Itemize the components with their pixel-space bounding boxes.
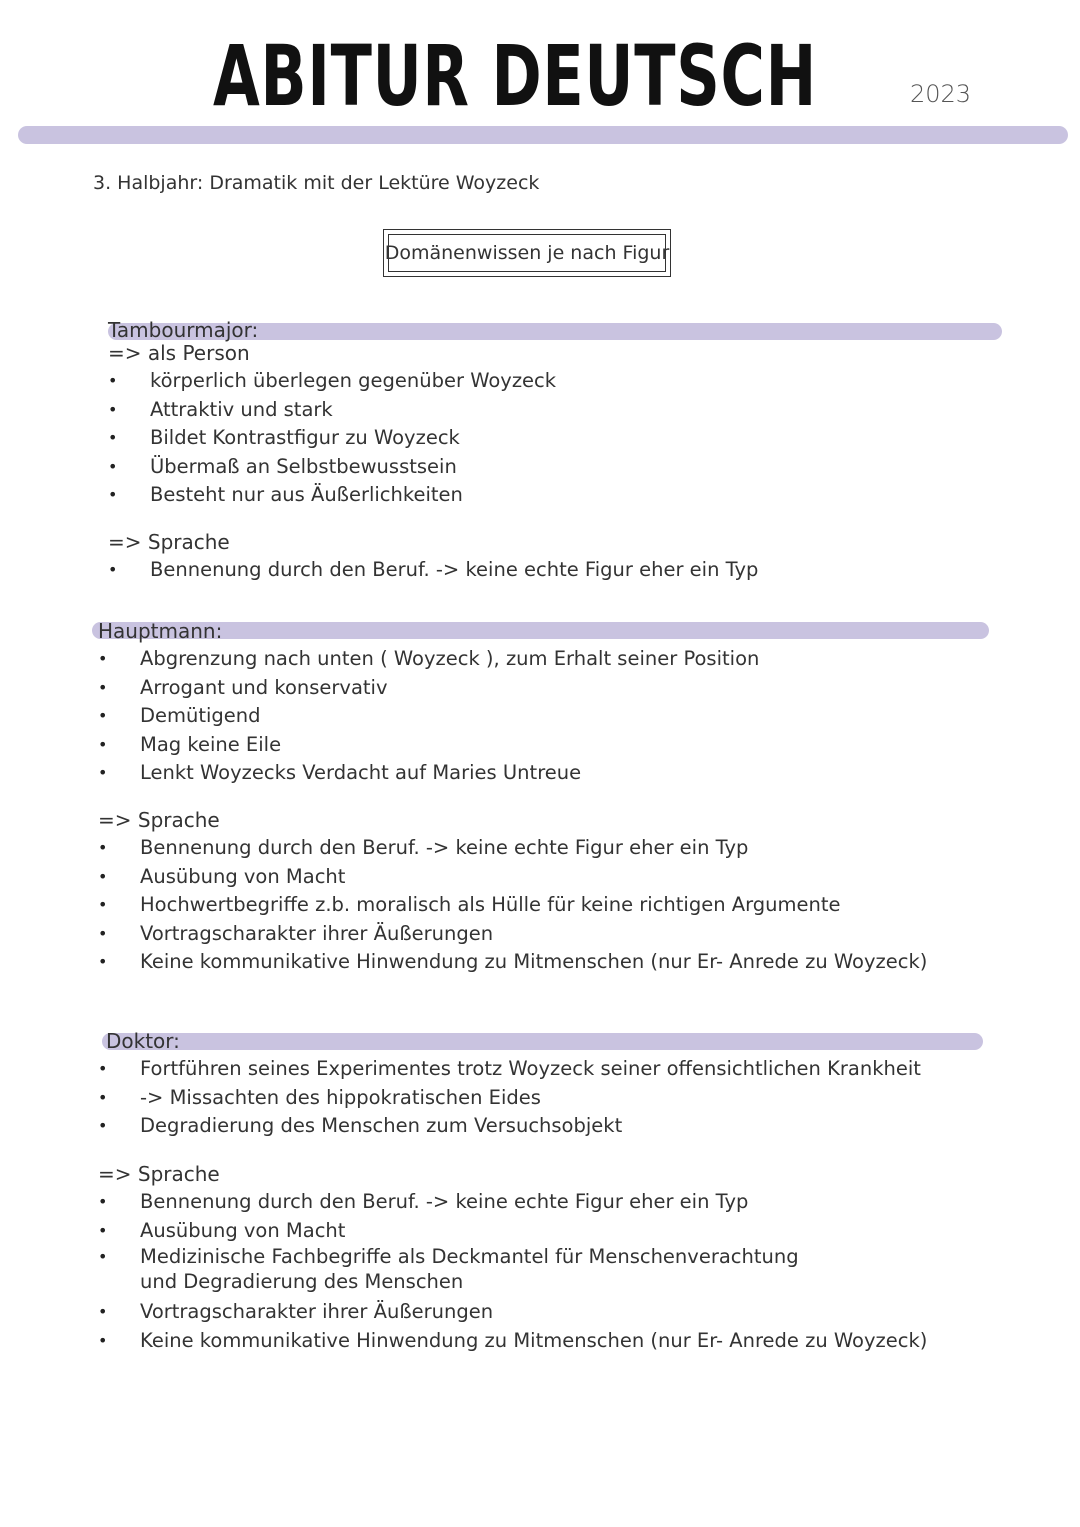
language-label: => Sprache bbox=[98, 1162, 220, 1186]
list-item: • -> Missachten des hippokratischen Eides bbox=[98, 1084, 921, 1113]
list-item: • körperlich überlegen gegenüber Woyzeck bbox=[108, 367, 556, 396]
list-item: • Bildet Kontrastfigur zu Woyzeck bbox=[108, 424, 556, 453]
list-item: • Degradierung des Menschen zum Versuchsobjekt bbox=[98, 1112, 921, 1141]
list-item: • Arrogant und konservativ bbox=[98, 674, 759, 703]
person-label: => als Person bbox=[108, 341, 250, 365]
list-item: • Keine kommunikative Hinwendung zu Mitmenschen (nur Er- Anrede zu Woyzeck) bbox=[98, 1327, 818, 1356]
person-list bbox=[108, 367, 556, 510]
language-list bbox=[108, 556, 758, 585]
list-item: • Attraktiv und stark bbox=[108, 396, 556, 425]
title-underline-bar bbox=[18, 126, 1068, 144]
topic-box bbox=[383, 229, 671, 277]
list-item: • Vortragscharakter ihrer Äußerungen bbox=[98, 1298, 818, 1327]
list-item: • Bennenung durch den Beruf. -> keine echte Figur eher ein Typ bbox=[98, 1188, 818, 1217]
section-heading: Doktor: bbox=[106, 1029, 180, 1053]
list-item: • Bennenung durch den Beruf. -> keine echte Figur eher ein Typ bbox=[108, 556, 758, 585]
heading-highlight-bar bbox=[102, 1033, 983, 1050]
language-list bbox=[98, 1188, 928, 1355]
trait-list bbox=[98, 645, 759, 788]
language-label: => Sprache bbox=[108, 530, 230, 554]
list-item: • Hochwertbegriffe z.b. moralisch als Hülle für keine richtigen Argumente bbox=[98, 891, 927, 920]
list-item: • Übermaß an Selbstbewusstsein bbox=[108, 453, 556, 482]
list-item: • Abgrenzung nach unten ( Woyzeck ), zum Erhalt seiner Position bbox=[98, 645, 759, 674]
trait-list bbox=[98, 1055, 921, 1141]
list-item: • Ausübung von Macht bbox=[98, 863, 927, 892]
list-item: • Ausübung von Macht bbox=[98, 1217, 818, 1246]
list-item: • Keine kommunikative Hinwendung zu Mitmenschen (nur Er- Anrede zu Woyzeck) bbox=[98, 948, 927, 977]
list-item: • Fortführen seines Experimentes trotz Woyzeck seiner offensichtlichen Krankheit bbox=[98, 1055, 921, 1084]
list-item: • Medizinische Fachbegriffe als Deckmantel für Menschenverachtung und Degradierung des Menschen bbox=[98, 1245, 818, 1298]
list-item: • Demütigend bbox=[98, 702, 759, 731]
language-list bbox=[98, 834, 927, 977]
section-heading: Tambourmajor: bbox=[108, 318, 259, 342]
list-item: • Lenkt Woyzecks Verdacht auf Maries Untreue bbox=[98, 759, 759, 788]
section-heading: Hauptmann: bbox=[98, 619, 223, 643]
list-item: • Vortragscharakter ihrer Äußerungen bbox=[98, 920, 927, 949]
list-item: • Mag keine Eile bbox=[98, 731, 759, 760]
language-label: => Sprache bbox=[98, 808, 220, 832]
page-title: ABITUR DEUTSCH bbox=[213, 27, 817, 125]
list-item: • Besteht nur aus Äußerlichkeiten bbox=[108, 481, 556, 510]
year-label: 2023 bbox=[910, 80, 972, 108]
topic-box-label: Domänenwissen je nach Figur bbox=[388, 234, 666, 272]
intro-line: 3. Halbjahr: Dramatik mit der Lektüre Woyzeck bbox=[93, 172, 540, 194]
heading-highlight-bar bbox=[92, 622, 989, 639]
list-item: • Bennenung durch den Beruf. -> keine echte Figur eher ein Typ bbox=[98, 834, 927, 863]
